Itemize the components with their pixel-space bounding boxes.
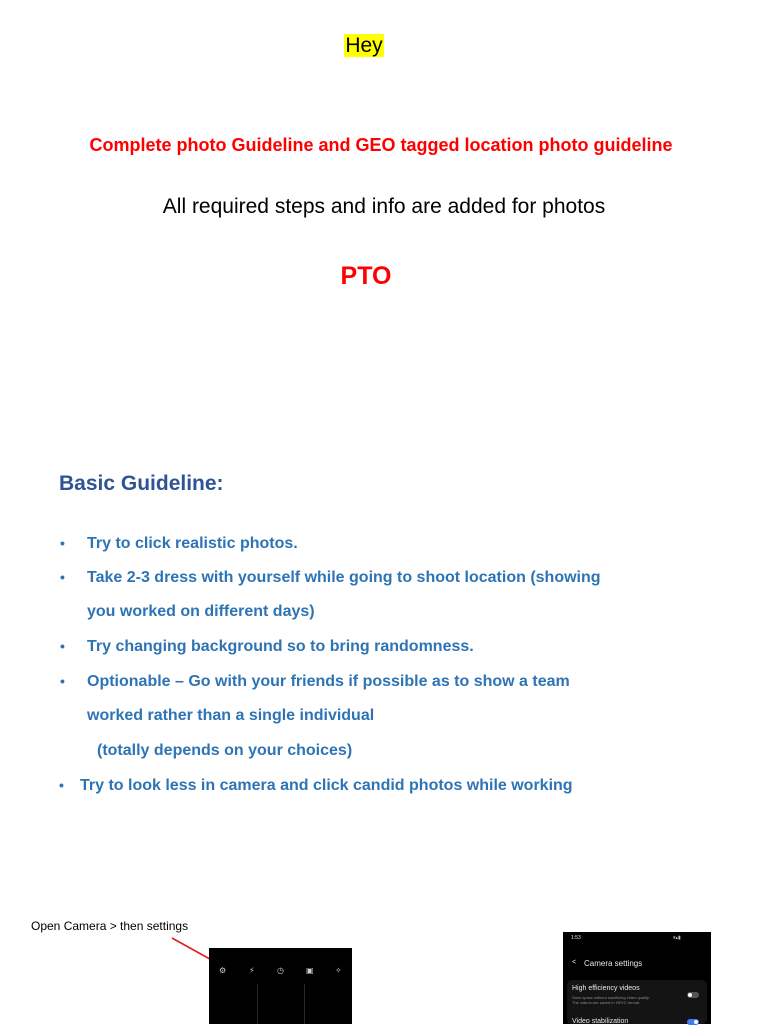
guideline-line: Take 2-3 dress with yourself while going to shoot location (showing xyxy=(87,569,601,586)
setting-description: The videos are saved in HEVC format. xyxy=(572,1000,641,1005)
setting-high-efficiency-label: High efficiency videos xyxy=(572,985,640,992)
settings-gear-icon: ⚙ xyxy=(219,966,227,975)
setting-stabilization-label: Video stabilization xyxy=(572,1018,629,1025)
status-time: 1:53 xyxy=(571,935,581,941)
status-icons: ▾▴▮ xyxy=(673,935,681,941)
bullet-dot: • xyxy=(60,673,65,689)
camera-settings-screenshot xyxy=(563,932,711,1024)
bullet-dot: • xyxy=(60,638,65,654)
chevron-left-icon: < xyxy=(572,959,577,966)
basic-guideline-heading: Basic Guideline: xyxy=(59,472,224,495)
video-stabilization-toggle[interactable] xyxy=(687,1019,699,1025)
viewfinder-grid-line xyxy=(257,984,258,1024)
bullet-dot: • xyxy=(59,777,64,793)
guideline-line: Try to look less in camera and click candid photos while working xyxy=(80,777,573,794)
open-camera-instruction: Open Camera > then settings xyxy=(31,919,189,933)
settings-title: Camera settings xyxy=(584,959,643,968)
greeting-highlight: Hey xyxy=(345,34,383,57)
aspect-ratio-icon: ▣ xyxy=(306,966,314,975)
guideline-line: (totally depends on your choices) xyxy=(97,742,353,759)
setting-description: Save space without sacrificing video quality. xyxy=(572,995,650,1000)
guideline-line: Optionable – Go with your friends if possible as to show a team xyxy=(87,673,570,690)
timer-icon: ◷ xyxy=(277,966,284,975)
bullet-dot: • xyxy=(60,535,65,551)
camera-screenshot xyxy=(209,948,352,1024)
viewfinder-grid-line xyxy=(304,984,305,1024)
guideline-line: worked rather than a single individual xyxy=(87,707,375,724)
bullet-dot: • xyxy=(60,569,65,585)
guideline-line: you worked on different days) xyxy=(87,603,315,620)
pto-label: PTO xyxy=(340,262,392,290)
flash-icon: ⚡ xyxy=(249,966,255,975)
info-line: All required steps and info are added for photos xyxy=(162,195,606,218)
high-efficiency-toggle[interactable] xyxy=(687,992,699,998)
guideline-line: Try changing background so to bring randomness. xyxy=(87,638,474,655)
filter-icon: ✧ xyxy=(335,966,342,975)
greeting-text xyxy=(0,34,728,58)
guideline-line: Try to click realistic photos. xyxy=(87,535,298,552)
guideline-title: Complete photo Guideline and GEO tagged location photo guideline xyxy=(89,135,673,155)
